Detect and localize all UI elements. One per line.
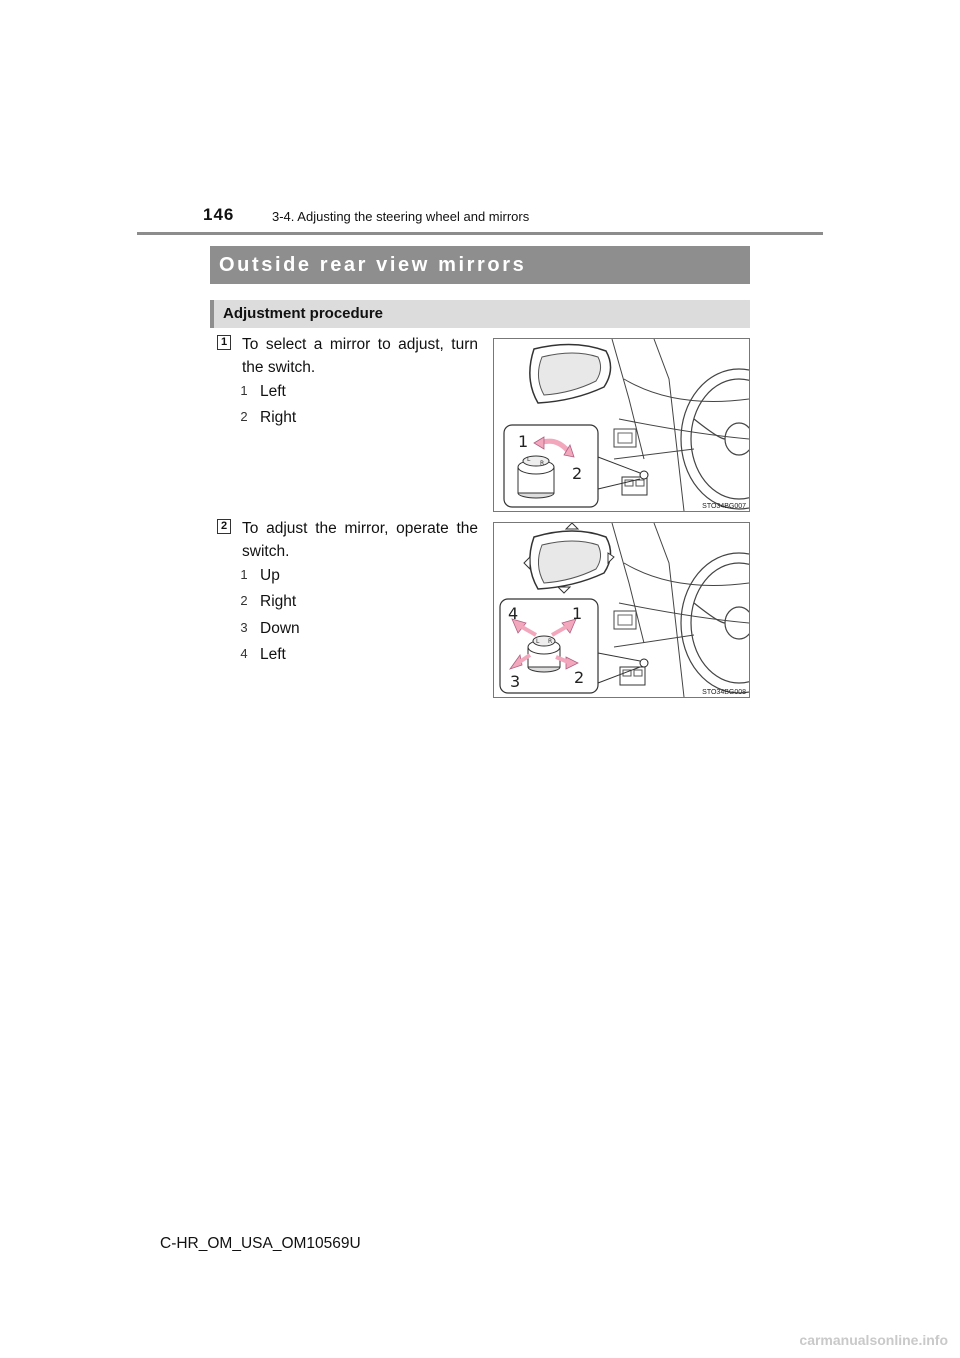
subheading: Adjustment procedure: [210, 300, 750, 328]
section-path: 3-4. Adjusting the steering wheel and mirrors: [272, 209, 530, 224]
step-1-text-line1: To select a mirror to adjust, turn: [242, 336, 478, 353]
header-rule: [137, 232, 823, 235]
page-number: 146: [203, 205, 235, 224]
step-2-text-line1: To adjust the mirror, operate the: [242, 520, 478, 537]
callout-1: 1: [518, 432, 529, 451]
step-2-text: [242, 517, 478, 563]
callout-1: 1: [572, 604, 583, 623]
item-label: Left: [260, 646, 286, 663]
callout-4: 4: [508, 604, 519, 623]
watermark: carmanualsonline.info: [799, 1332, 948, 1348]
item-number: 3: [240, 620, 248, 635]
figure-code: STO34BG008: [702, 689, 746, 696]
figure-mirror-adjust-switch: [493, 522, 750, 698]
callout-3: 3: [510, 672, 521, 691]
item-number: 1: [240, 567, 248, 582]
step-2-text-line2: switch.: [242, 543, 290, 560]
item-label: Right: [260, 409, 297, 426]
switch-letter-l: L: [536, 638, 540, 645]
item-label: Up: [260, 567, 280, 584]
callout-2: 2: [572, 464, 583, 483]
mirror-adjust-illustration: [494, 523, 749, 697]
callout-2: 2: [574, 668, 585, 687]
document-code: C-HR_OM_USA_OM10569U: [160, 1235, 361, 1252]
item-label: Right: [260, 593, 297, 610]
step-1-text: [242, 333, 478, 379]
item-label: Down: [260, 620, 300, 637]
switch-letter-r: R: [548, 638, 553, 645]
figure-mirror-select-switch: [493, 338, 750, 512]
switch-letter-l: L: [527, 456, 531, 463]
item-number: 1: [240, 383, 248, 398]
item-label: Left: [260, 383, 286, 400]
switch-letter-r: R: [540, 460, 545, 467]
mirror-select-illustration: [494, 339, 749, 511]
figure-code: STO34BG007: [702, 503, 746, 510]
item-number: 2: [240, 593, 248, 608]
section-title: Outside rear view mirrors: [210, 246, 750, 284]
step-1-text-line2: the switch.: [242, 359, 316, 376]
step-number-1: 1: [217, 335, 231, 350]
step-number-2: 2: [217, 519, 231, 534]
item-number: 4: [240, 646, 248, 661]
item-number: 2: [240, 409, 248, 424]
